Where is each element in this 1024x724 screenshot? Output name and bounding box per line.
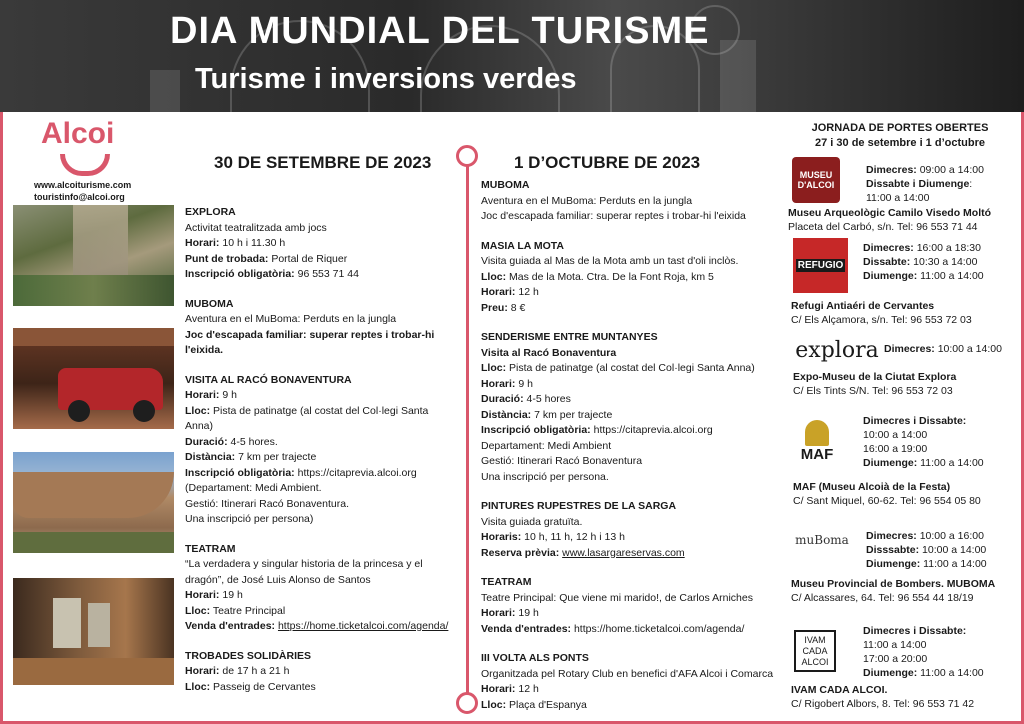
event-line-text: Activitat teatralitzada amb jocs xyxy=(185,221,327,234)
event-line xyxy=(481,470,786,486)
venue-hours-label: Dissabte: xyxy=(863,256,911,268)
event-link[interactable]: www.lasargareservas.com xyxy=(562,546,685,559)
event-line xyxy=(481,698,786,714)
event-line-label: Horaris: xyxy=(481,531,522,543)
event-line-label: Inscripció obligatòria: xyxy=(481,424,591,436)
explora-logo xyxy=(793,337,881,363)
venue-hours-label: Dimecres i Dissabte: xyxy=(863,415,967,427)
venue-hours-line xyxy=(863,624,984,638)
event-line-text: Organitzada pel Rotary Club en benefici d'AFA Alcoi i Comarca xyxy=(481,667,774,680)
event-line xyxy=(481,439,786,455)
day2-events xyxy=(481,178,786,724)
banner-window-decoration xyxy=(150,70,180,112)
event-line-text: Aventura en el MuBoma: Perduts en la jungla xyxy=(481,194,693,207)
event-title: TEATRAM xyxy=(185,542,236,555)
ivam-logo xyxy=(794,630,836,672)
event-block xyxy=(185,297,457,359)
event-line xyxy=(185,557,457,588)
event-line-text: Mas de la Mota. Ctra. De la Font Roja, km 5 xyxy=(506,270,714,283)
event-line-label: Lloc: xyxy=(185,604,211,617)
event-block xyxy=(481,239,786,317)
event-line-text: Joc d'escapada familiar: superar reptes i trobar-hi l'eixida xyxy=(481,210,746,222)
event-title: TEATRAM xyxy=(481,576,532,588)
event-line-text: 7 km per trajecte xyxy=(235,451,317,463)
venue-hours-line xyxy=(866,557,987,571)
banner-subtitle: Turisme i inversions verdes xyxy=(195,63,577,95)
event-line xyxy=(185,497,457,513)
event-line-text: Aventura en el MuBoma: Perduts en la jungla xyxy=(185,313,397,325)
venue-museu xyxy=(788,206,991,234)
venue-hours-muboma xyxy=(866,529,987,571)
venue-hours-text: 11:00 a 14:00 xyxy=(917,457,984,469)
venue-hours-text: : xyxy=(969,178,973,190)
event-line xyxy=(185,466,457,482)
venue-hours-label: Diumenge: xyxy=(863,457,918,469)
event-line-label: Horari: xyxy=(185,237,220,249)
event-block xyxy=(481,330,786,485)
maf-crown-icon xyxy=(805,420,829,446)
event-line-label: Lloc: xyxy=(481,270,507,283)
venue-hours-label: Dissabte i Diumenge xyxy=(866,178,970,190)
event-line xyxy=(185,680,457,696)
event-block xyxy=(481,499,786,561)
venue-hours-text: 11:00 a 14:00 xyxy=(863,639,927,651)
event-line xyxy=(185,267,457,283)
day1-events xyxy=(185,205,457,709)
event-line-label: Joc d'escapada familiar: superar reptes i trobar-hi l'eixida. xyxy=(185,328,435,356)
event-line-text: Pista de patinatge (al costat del Col·legi Santa Anna) xyxy=(185,404,429,432)
event-line xyxy=(481,622,786,638)
venue-hours-line xyxy=(866,529,987,543)
event-block xyxy=(481,651,786,713)
event-line xyxy=(481,285,786,301)
timeline-dot-bottom xyxy=(456,692,478,714)
event-line-text: 4-5 hores. xyxy=(227,435,278,448)
venue-address: C/ Els Tints S/N. Tel: 96 553 72 03 xyxy=(793,385,953,397)
event-line xyxy=(481,454,786,470)
event-line xyxy=(481,530,786,546)
venue-hours-text: 10:00 a 14:00 xyxy=(863,429,928,441)
event-line xyxy=(185,512,457,528)
museu-alcoi-logo xyxy=(792,157,840,203)
event-line-text: 12 h xyxy=(515,683,539,695)
venue-address: C/ Alcassares, 64. Tel: 96 554 44 18/19 xyxy=(791,592,974,604)
maf-logo-text: MAF xyxy=(800,445,834,463)
event-line xyxy=(481,546,786,562)
event-line-label: Lloc: xyxy=(185,404,211,417)
event-line-text: 9 h xyxy=(219,389,237,401)
venue-hours-text: 10:30 a 14:00 xyxy=(910,256,978,268)
venue-hours-text: 10:00 a 16:00 xyxy=(916,530,984,542)
venue-hours-line xyxy=(863,638,984,652)
event-line-label: Punt de trobada: xyxy=(185,252,269,265)
banner-title: DIA MUNDIAL DEL TURISME xyxy=(170,10,710,52)
day1-title: 30 DE SETEMBRE DE 2023 xyxy=(214,153,432,172)
event-line xyxy=(481,667,786,683)
event-line-text: Pista de patinatge (al costat del Col·legi Santa Anna) xyxy=(506,362,755,374)
event-line xyxy=(481,254,786,270)
venue-address: C/ Els Alçamora, s/n. Tel: 96 553 72 03 xyxy=(791,314,972,326)
venue-hours-text: 16:00 a 19:00 xyxy=(863,443,928,455)
muboma-logo-text: muBoma xyxy=(795,533,849,547)
venue-hours-line xyxy=(866,543,987,557)
venue-hours-line xyxy=(863,456,984,470)
venue-address: C/ Rigobert Albors, 8. Tel: 96 553 71 42 xyxy=(791,698,975,710)
event-line xyxy=(481,682,786,698)
event-line-label: Inscripció obligatòria: xyxy=(185,268,295,280)
venue-name: Refugi Antiaéri de Cervantes xyxy=(791,300,935,312)
event-line xyxy=(185,619,457,635)
venue-hours-text: 10:00 a 14:00 xyxy=(934,343,1002,355)
event-block xyxy=(481,575,786,637)
event-line-text: 19 h xyxy=(515,607,539,619)
event-line-label: Inscripció obligatòria: xyxy=(185,466,295,479)
event-line-text: de 17 h a 21 h xyxy=(219,665,290,677)
event-line-label: Preu: xyxy=(481,301,508,314)
event-line-label: Lloc: xyxy=(185,680,211,693)
event-line-label: Horari: xyxy=(481,377,516,390)
event-line-label: Horari: xyxy=(481,286,516,298)
event-line xyxy=(481,194,786,210)
venue-hours-refugi xyxy=(863,241,984,283)
venue-hours-label: Diumenge: xyxy=(863,270,918,282)
venue-address: C/ Sant Miquel, 60-62. Tel: 96 554 05 80 xyxy=(793,495,981,507)
event-line xyxy=(481,209,786,225)
venue-hours-line xyxy=(866,163,984,177)
event-line-text: Gestió: Itinerari Racó Bonaventura. xyxy=(185,497,350,510)
event-title: PINTURES RUPESTRES DE LA SARGA xyxy=(481,500,677,512)
event-line xyxy=(185,450,457,466)
event-title: SENDERISME ENTRE MUNTANYES xyxy=(481,331,658,343)
event-line xyxy=(185,604,457,620)
venue-hours-text: 09:00 a 14:00 xyxy=(916,164,984,176)
venue-hours-line xyxy=(866,177,984,191)
event-line-text: 12 h xyxy=(515,286,539,298)
event-block xyxy=(185,649,457,696)
venue-hours-label: Dimecres: xyxy=(863,242,914,254)
event-line-label: Lloc: xyxy=(481,362,507,374)
event-title: MASIA LA MOTA xyxy=(481,239,565,252)
day2-title: 1 D’OCTUBRE DE 2023 xyxy=(514,153,701,172)
event-line-label: Duració: xyxy=(481,393,524,405)
logo-text: Alcoi xyxy=(41,117,115,150)
venue-hours-label: Disssabte: xyxy=(866,544,920,556)
event-line-label: Horari: xyxy=(481,683,516,695)
event-title: TROBADES SOLIDÀRIES xyxy=(185,649,312,662)
event-line xyxy=(481,377,786,393)
event-line-label: Visita al Racó Bonaventura xyxy=(481,346,617,359)
event-line xyxy=(481,408,786,424)
venue-hours-text: 11:00 a 14:00 xyxy=(920,558,987,570)
venue-explora xyxy=(793,370,956,398)
venue-hours-text: 17:00 a 20:00 xyxy=(863,653,928,665)
venue-hours-line xyxy=(866,191,984,205)
event-line-text: https://citaprevia.alcoi.org xyxy=(294,466,417,479)
event-block xyxy=(185,373,457,528)
event-line-text: 9 h xyxy=(515,377,533,390)
timeline-line xyxy=(466,163,469,703)
open-days-header xyxy=(790,121,1010,151)
venue-hours-text: 16:00 a 18:30 xyxy=(913,242,981,254)
explora-logo-text: explora xyxy=(795,337,879,363)
event-line-label: Duració: xyxy=(185,435,228,448)
venue-hours-label: Dimecres i Dissabte: xyxy=(863,625,967,637)
event-link[interactable]: https://home.ticketalcoi.com/agenda/ xyxy=(277,620,449,632)
event-line-label: Lloc: xyxy=(481,698,507,711)
event-line-label: Horari: xyxy=(185,589,220,601)
venue-hours-line xyxy=(863,414,984,428)
event-line xyxy=(481,591,786,607)
event-line xyxy=(185,328,457,359)
event-line-text: Teatre Principal xyxy=(210,604,286,617)
event-line xyxy=(481,392,786,408)
event-line-text: Visita guiada al Mas de la Mota amb un tast d'oli inclòs. xyxy=(481,255,739,267)
event-line xyxy=(185,221,457,237)
timeline-dot-top xyxy=(456,145,478,167)
event-line xyxy=(185,435,457,451)
open-days-title: JORNADA DE PORTES OBERTES xyxy=(811,122,989,134)
event-line-text: 19 h xyxy=(219,589,243,601)
alcoi-logo xyxy=(38,117,138,177)
event-line xyxy=(481,270,786,286)
venue-hours-label: Dimecres: xyxy=(866,164,917,176)
event-line-text: https://home.ticketalcoi.com/agenda/ xyxy=(571,622,745,635)
venue-hours-line xyxy=(863,241,984,255)
contact-web[interactable]: www.alcoiturisme.com xyxy=(34,180,132,190)
venue-name: Museu Provincial de Bombers. MUBOMA xyxy=(791,578,996,590)
event-title: VISITA AL RACÓ BONAVENTURA xyxy=(185,373,352,386)
contact-info xyxy=(34,179,131,203)
venue-hours-text: 10:00 a 14:00 xyxy=(919,544,987,556)
event-line-text: Una inscripció per persona) xyxy=(185,513,314,525)
event-line xyxy=(185,388,457,404)
smile-icon xyxy=(60,154,110,176)
open-days-dates: 27 i 30 de setembre i 1 d’octubre xyxy=(815,137,985,149)
event-line xyxy=(481,606,786,622)
event-block xyxy=(481,178,786,225)
event-line-text: 7 km per trajecte xyxy=(531,408,613,421)
contact-email[interactable]: touristinfo@alcoi.org xyxy=(34,192,125,202)
event-line-text: Gestió: Itinerari Racó Bonaventura xyxy=(481,455,643,467)
museu-alcoi-logo-text: MUSEU D'ALCOI xyxy=(797,170,835,190)
event-title: MUBOMA xyxy=(481,179,530,191)
event-line-label: Venda d'entrades: xyxy=(481,622,572,635)
refugio-logo-text: REFUGIO xyxy=(797,260,844,271)
banner xyxy=(0,0,1024,112)
event-line xyxy=(481,361,786,377)
ivam-logo-text: IVAM CADA ALCOI xyxy=(801,634,829,667)
event-line-text: 4-5 hores xyxy=(523,393,571,405)
event-title: EXPLORA xyxy=(185,206,236,218)
event-line xyxy=(185,664,457,680)
event-line-label: Distància: xyxy=(481,408,532,421)
venue-hours-explora xyxy=(884,342,1002,356)
venue-hours-line xyxy=(863,666,984,680)
venue-hours-ivam xyxy=(863,624,984,680)
event-line-text: Departament: Medi Ambient xyxy=(481,439,612,452)
event-line xyxy=(185,312,457,328)
event-line-text: 8 € xyxy=(507,301,526,314)
event-line-text: Visita guiada gratuïta. xyxy=(481,515,583,528)
event-line-text: (Departament: Medi Ambient. xyxy=(185,482,322,494)
event-line-text: Plaça d'Espanya xyxy=(506,698,587,711)
venue-hours-maf xyxy=(863,414,984,470)
event-line-text: 96 553 71 44 xyxy=(294,268,359,280)
photo-rock-shelter xyxy=(13,452,174,553)
venue-maf xyxy=(793,480,981,508)
venue-hours-line xyxy=(863,269,984,283)
event-line-text: Passeig de Cervantes xyxy=(210,680,316,693)
event-line-text: https://citaprevia.alcoi.org xyxy=(590,424,713,436)
venue-name: IVAM CADA ALCOI. xyxy=(791,684,888,696)
photo-exhibition xyxy=(13,578,174,685)
venue-hours-label: Dimecres: xyxy=(884,343,935,355)
venue-refugi xyxy=(791,299,972,327)
refugio-logo xyxy=(793,238,848,293)
venue-hours-label: Diumenge: xyxy=(866,558,921,570)
venue-name: Expo-Museu de la Ciutat Explora xyxy=(793,371,957,383)
event-line-label: Horari: xyxy=(481,607,516,619)
event-line-label: Distància: xyxy=(185,451,236,463)
event-block xyxy=(185,542,457,635)
event-line-text: 10 h i 11.30 h xyxy=(219,237,286,249)
venue-hours-museu xyxy=(866,163,984,205)
event-line-text: Teatre Principal: Que viene mi marido!, de Carlos Arniches xyxy=(481,591,753,604)
event-line xyxy=(185,404,457,435)
event-line xyxy=(481,515,786,531)
venue-hours-text: 11:00 a 14:00 xyxy=(917,667,984,679)
event-line xyxy=(481,346,786,362)
event-line xyxy=(481,301,786,317)
event-line xyxy=(185,236,457,252)
venue-name: Museu Arqueològic Camilo Visedo Moltó xyxy=(788,207,992,219)
venue-hours-line xyxy=(863,442,984,456)
event-line-text: Portal de Riquer xyxy=(268,252,348,265)
venue-address: Placeta del Carbó, s/n. Tel: 96 553 71 44 xyxy=(788,221,978,233)
event-line-text: 10 h, 11 h, 12 h i 13 h xyxy=(521,531,625,543)
event-line-text: “La verdadera y singular historia de la princesa y el dragón”, de José Luis Alonso de Santos xyxy=(185,558,423,586)
event-line-text: Una inscripció per persona. xyxy=(481,470,609,483)
venue-ivam xyxy=(791,683,974,711)
event-line xyxy=(481,423,786,439)
muboma-logo xyxy=(793,528,851,552)
event-line xyxy=(185,588,457,604)
venue-hours-line xyxy=(863,255,984,269)
photo-fire-museum xyxy=(13,328,174,429)
event-title: III VOLTA ALS PONTS xyxy=(481,652,589,664)
event-line-label: Venda d'entrades: xyxy=(185,620,276,632)
event-line-label: Horari: xyxy=(185,665,220,677)
venue-hours-line xyxy=(884,342,1002,356)
maf-logo xyxy=(790,414,844,468)
venue-hours-line xyxy=(863,428,984,442)
venue-hours-label: Diumenge: xyxy=(863,667,918,679)
venue-hours-text: 11:00 a 14:00 xyxy=(866,192,930,204)
photo-gorge xyxy=(13,205,174,306)
venue-hours-line xyxy=(863,652,984,666)
venue-hours-text: 11:00 a 14:00 xyxy=(917,270,984,282)
event-block xyxy=(185,205,457,283)
event-line xyxy=(185,481,457,497)
event-title: MUBOMA xyxy=(185,297,234,310)
venue-name: MAF (Museu Alcoià de la Festa) xyxy=(793,481,951,493)
event-line-label: Horari: xyxy=(185,389,220,401)
venue-muboma xyxy=(791,577,995,605)
venue-hours-label: Dimecres: xyxy=(866,530,917,542)
event-line-label: Reserva prèvia: xyxy=(481,546,560,559)
event-line xyxy=(185,252,457,268)
